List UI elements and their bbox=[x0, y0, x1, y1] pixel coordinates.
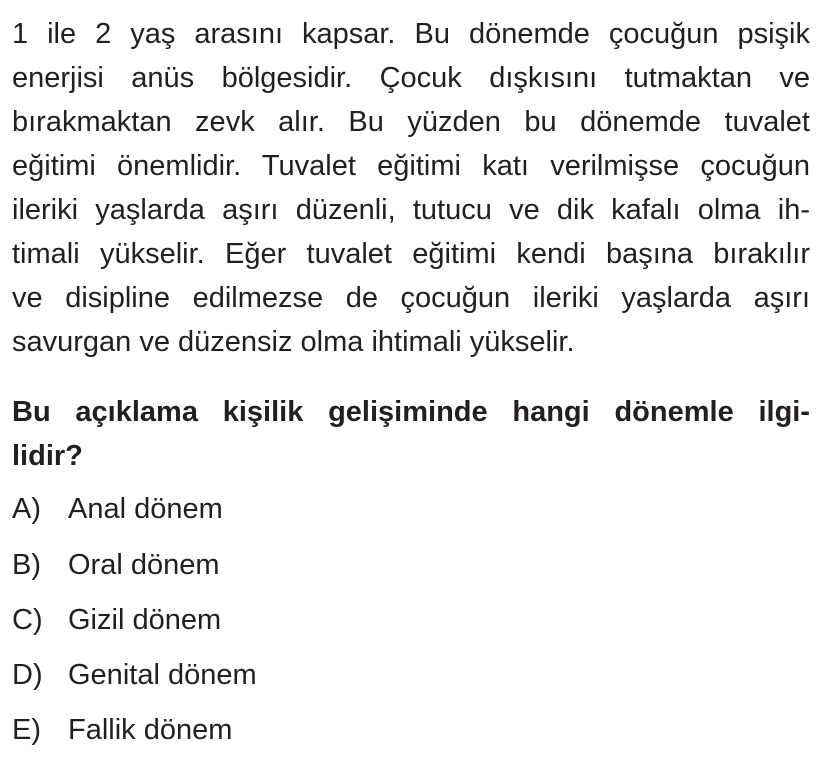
question-line: Bu açıklama kişilik gelişiminde hangi dönemle ilgi- bbox=[12, 396, 810, 428]
option-c[interactable] bbox=[12, 606, 221, 635]
passage-line: savurgan ve düzensiz olma ihtimali yükselir. bbox=[12, 326, 575, 358]
passage-line: ileriki yaşlarda aşırı düzenli, tutucu ve dik kafalı olma ih- bbox=[12, 194, 810, 226]
option-text: Oral dönem bbox=[68, 549, 220, 581]
option-text: Gizil dönem bbox=[68, 604, 222, 636]
passage-line: enerjisi anüs bölgesidir. Çocuk dışkısını tutmaktan ve bbox=[12, 62, 810, 94]
option-b[interactable] bbox=[12, 551, 220, 580]
passage-line: 1 ile 2 yaş arasını kapsar. Bu dönemde çocuğun psişik bbox=[12, 18, 810, 50]
passage-line: eğitimi önemlidir. Tuvalet eğitimi katı verilmişse çocuğun bbox=[12, 150, 810, 182]
option-letter: A) bbox=[12, 493, 41, 525]
option-letter: B) bbox=[12, 549, 41, 581]
passage-line: timali yükselir. Eğer tuvalet eğitimi kendi başına bırakılır bbox=[12, 238, 810, 270]
option-letter: C) bbox=[12, 604, 43, 636]
option-letter: E) bbox=[12, 714, 41, 746]
option-d[interactable] bbox=[12, 661, 257, 690]
question-line: lidir? bbox=[12, 440, 83, 472]
passage-line: ve disipline edilmezse de çocuğun ileriki yaşlarda aşırı bbox=[12, 282, 810, 314]
option-a[interactable] bbox=[12, 495, 223, 524]
option-e[interactable] bbox=[12, 716, 232, 745]
option-text: Genital dönem bbox=[68, 659, 257, 691]
option-letter: D) bbox=[12, 659, 43, 691]
option-text: Anal dönem bbox=[68, 493, 223, 525]
passage-line: bırakmaktan zevk alır. Bu yüzden bu dönemde tuvalet bbox=[12, 106, 810, 138]
option-text: Fallik dönem bbox=[68, 714, 233, 746]
